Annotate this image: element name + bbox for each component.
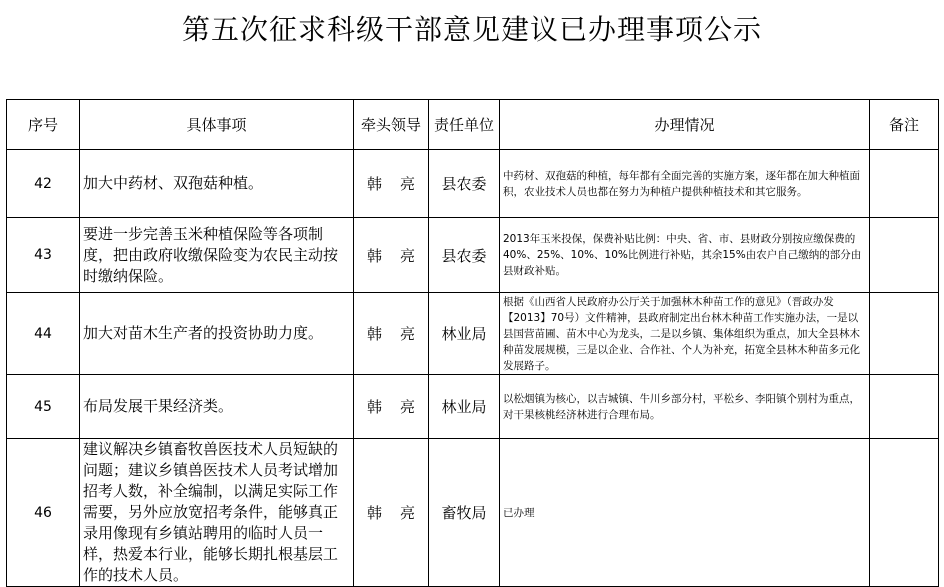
row-unit: 县农委 <box>429 218 500 293</box>
row-leader: 韩 亮 <box>354 375 429 439</box>
row-matter: 要进一步完善玉米种植保险等各项制度，把由政府收缴保险变为农民主动按时缴纳保险。 <box>80 218 354 293</box>
row-leader: 韩 亮 <box>354 439 429 587</box>
row-status: 根据《山西省人民政府办公厅关于加强林木种苗工作的意见》（晋政办发【2013】70号）文件精神，县政府制定出台林木种苗工作实施办法，一是以县国营苗圃、苗木中心为龙头，二是以乡镇、集体组织为重点，加大全县林木种苗发展规模，三是以企业、合作社、个人为补充，拓宽全县林木种苗多元化发展路子。 <box>500 293 870 375</box>
header-specific-matter: 具体事项 <box>80 100 354 150</box>
row-matter: 加大中药材、双孢菇种植。 <box>80 150 354 218</box>
row-matter: 加大对苗木生产者的投资协助力度。 <box>80 293 354 375</box>
row-unit: 畜牧局 <box>429 439 500 587</box>
row-leader: 韩 亮 <box>354 150 429 218</box>
row-number: 44 <box>7 293 80 375</box>
row-remarks <box>870 150 939 218</box>
table-row <box>7 375 939 439</box>
row-status: 以松烟镇为核心，以吉城镇、牛川乡部分村，平松乡、李阳镇个别村为重点，对干果核桃经济林进行合理布局。 <box>500 375 870 439</box>
header-handling-status: 办理情况 <box>500 100 870 150</box>
row-status: 已办理 <box>500 439 870 587</box>
row-remarks <box>870 293 939 375</box>
header-remarks: 备注 <box>870 100 939 150</box>
table-header-row <box>7 100 939 150</box>
table-row <box>7 439 939 587</box>
row-leader: 韩 亮 <box>354 218 429 293</box>
table-row <box>7 218 939 293</box>
row-status: 2013年玉米投保，保费补贴比例：中央、省、市、县财政分别按应缴保费的40%、25%、10%、10%比例进行补贴，其余15%由农户自己缴纳的部分由县财政补贴。 <box>500 218 870 293</box>
header-lead-leader: 牵头领导 <box>354 100 429 150</box>
header-serial-number: 序号 <box>7 100 80 150</box>
row-number: 45 <box>7 375 80 439</box>
row-remarks <box>870 218 939 293</box>
table-row <box>7 150 939 218</box>
row-matter: 建议解决乡镇畜牧兽医技术人员短缺的问题；建议乡镇兽医技术人员考试增加招考人数，补全编制，以满足实际工作需要，另外应放宽招考条件，能够真正录用像现有乡镇站聘用的临时人员一样，热爱本行业，能够长期扎根基层工作的技术人员。 <box>80 439 354 587</box>
row-leader: 韩 亮 <box>354 293 429 375</box>
row-number: 42 <box>7 150 80 218</box>
table-row <box>7 293 939 375</box>
public-notice-table <box>6 99 939 587</box>
row-status: 中药材、双孢菇的种植，每年都有全面完善的实施方案，逐年都在加大种植面积，农业技术人员也都在努力为种植户提供种植技术和其它服务。 <box>500 150 870 218</box>
header-responsible-unit: 责任单位 <box>429 100 500 150</box>
row-number: 46 <box>7 439 80 587</box>
row-number: 43 <box>7 218 80 293</box>
row-unit: 县农委 <box>429 150 500 218</box>
page-title: 第五次征求科级干部意见建议已办理事项公示 <box>181 13 762 46</box>
row-remarks <box>870 439 939 587</box>
row-unit: 林业局 <box>429 293 500 375</box>
row-unit: 林业局 <box>429 375 500 439</box>
row-matter: 布局发展干果经济类。 <box>80 375 354 439</box>
row-remarks <box>870 375 939 439</box>
